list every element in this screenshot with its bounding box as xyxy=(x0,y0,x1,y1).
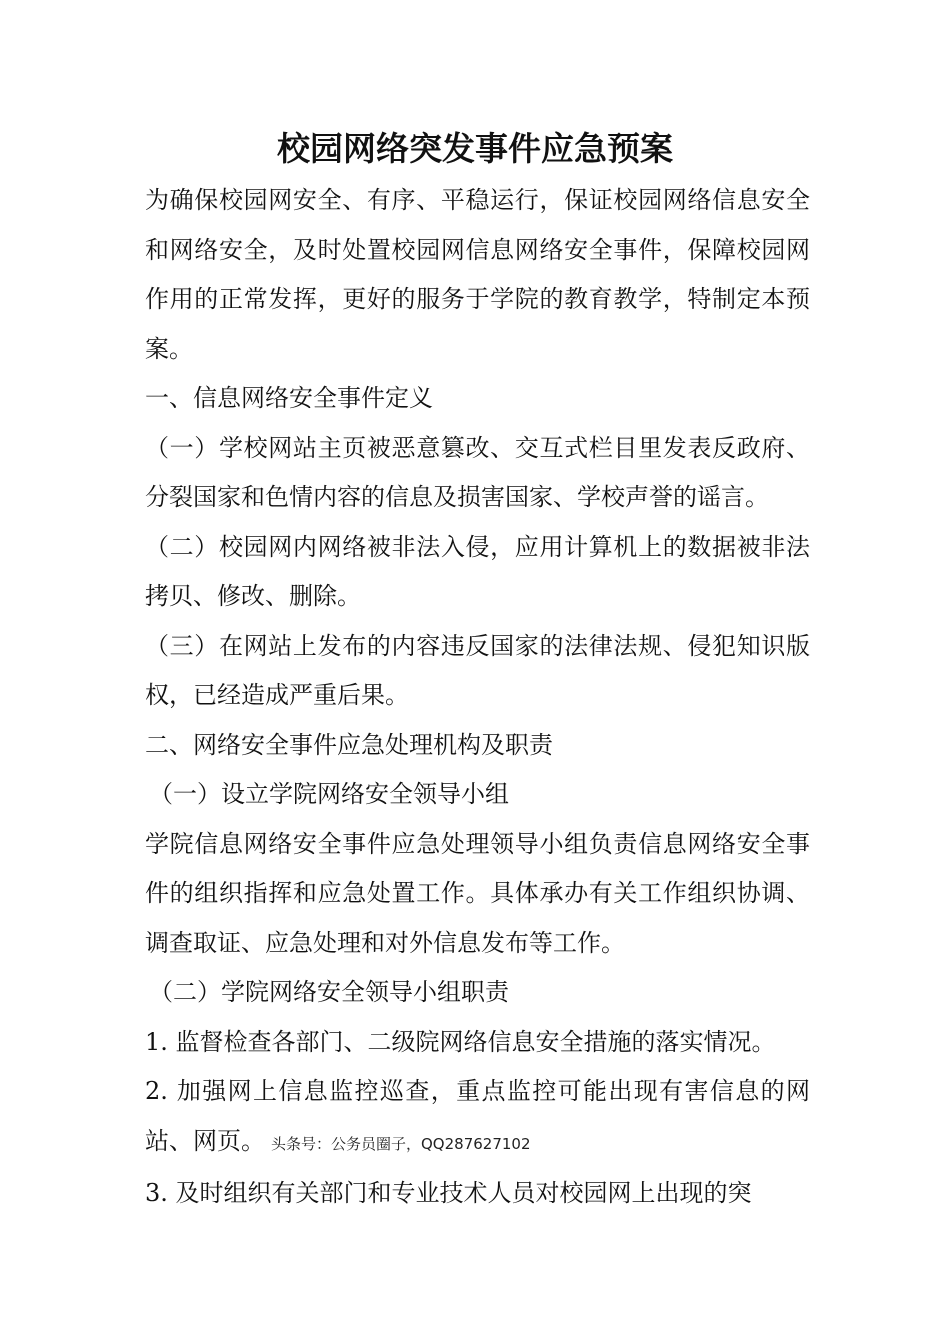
list-item-definition-3: （三）在网站上发布的内容违反国家的法律法规、侵犯知识版权，已经造成严重后果。 xyxy=(145,631,810,709)
paragraph-group-duty: 学院信息网络安全事件应急处理领导小组负责信息网络安全事件的组织指挥和应急处置工作。具体承办有关工作组织协调、调查取证、应急处理和对外信息发布等工作。 xyxy=(145,829,810,957)
document-title: 校园网络突发事件应急预案 xyxy=(277,129,673,168)
duty-item-1: 1. 监督检查各部门、二级院网络信息安全措施的落实情况。 xyxy=(145,1027,776,1056)
duty-item-3: 3. 及时组织有关部门和专业技术人员对校园网上出现的突 xyxy=(145,1179,752,1207)
section-heading-1: 一、信息网络安全事件定义 xyxy=(145,384,433,412)
duty-item-2-text: 2. 加强网上信息监控巡查，重点监控可能出现有害信息的网站、网页。 xyxy=(145,1077,810,1155)
paragraph-intro: 为确保校园网安全、有序、平稳运行，保证校园网络信息安全和网络安全，及时处置校园网信息网络安全事件，保障校园网作用的正常发挥，更好的服务于学院的教育教学，特制定本预案。 xyxy=(145,186,810,363)
section-heading-2: 二、网络安全事件应急处理机构及职责 xyxy=(145,730,553,759)
subsection-heading-1: （一）设立学院网络安全领导小组 xyxy=(149,780,509,808)
list-item-definition-2: （二）校园网内网络被非法入侵，应用计算机上的数据被非法拷贝、修改、删除。 xyxy=(145,532,810,610)
duty-item-2 xyxy=(145,1067,810,1169)
subsection-heading-2: （二）学院网络安全领导小组职责 xyxy=(149,978,509,1006)
list-item-definition-1: （一）学校网站主页被恶意篡改、交互式栏目里发表反政府、分裂国家和色情内容的信息及损害国家、学校声誉的谣言。 xyxy=(145,433,810,511)
watermark-text: 头条号：公务员圈子，QQ287627102 xyxy=(271,1134,531,1153)
document-body xyxy=(145,176,810,1219)
